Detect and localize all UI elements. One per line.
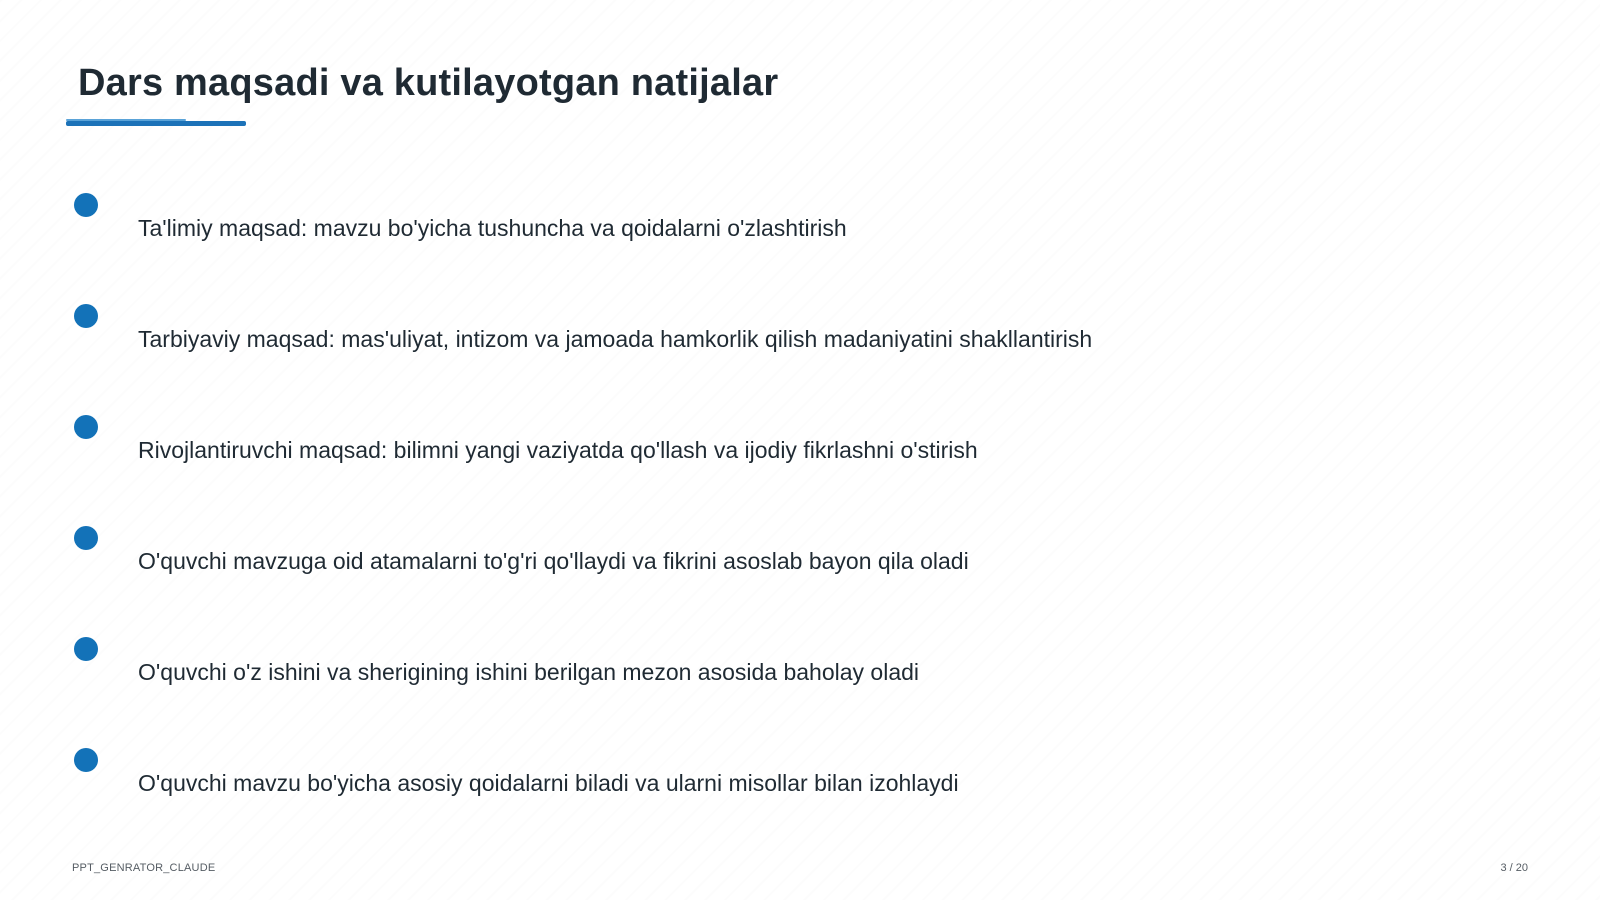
bullet-item: [0, 526, 1600, 586]
slide-title: Dars maqsadi va kutilayotgan natijalar: [78, 62, 779, 104]
bullet-dot-icon: [74, 526, 98, 550]
bullet-dot-icon: [74, 304, 98, 328]
bullet-text: Tarbiyaviy maqsad: mas'uliyat, intizom va jamoada hamkorlik qilish madaniyatini shakllantirish: [138, 326, 1093, 352]
bullet-dot-icon: [74, 415, 98, 439]
page-indicator: 3 / 20: [1500, 862, 1528, 874]
bullet-dot-icon: [74, 748, 98, 772]
bullet-dot-icon: [74, 193, 98, 217]
bullet-text: O'quvchi mavzuga oid atamalarni to'g'ri qo'llaydi va fikrini asoslab bayon qila oladi: [138, 548, 969, 574]
bullet-item: [0, 637, 1600, 697]
bullet-text: O'quvchi mavzu bo'yicha asosiy qoidalarni biladi va ularni misollar bilan izohlaydi: [138, 770, 959, 796]
bullet-item: [0, 415, 1600, 475]
bullet-item: [0, 748, 1600, 808]
bullet-dot-icon: [74, 637, 98, 661]
bullet-item: [0, 193, 1600, 253]
footer-brand: PPT_GENRATOR_CLAUDE: [72, 862, 216, 874]
bullet-text: Ta'limiy maqsad: mavzu bo'yicha tushuncha va qoidalarni o'zlashtirish: [138, 215, 847, 241]
bullet-text: O'quvchi o'z ishini va sherigining ishini berilgan mezon asosida baholay oladi: [138, 659, 920, 685]
bullet-item: [0, 304, 1600, 364]
bullet-text: Rivojlantiruvchi maqsad: bilimni yangi vaziyatda qo'llash va ijodiy fikrlashni o'stirish: [138, 437, 978, 463]
